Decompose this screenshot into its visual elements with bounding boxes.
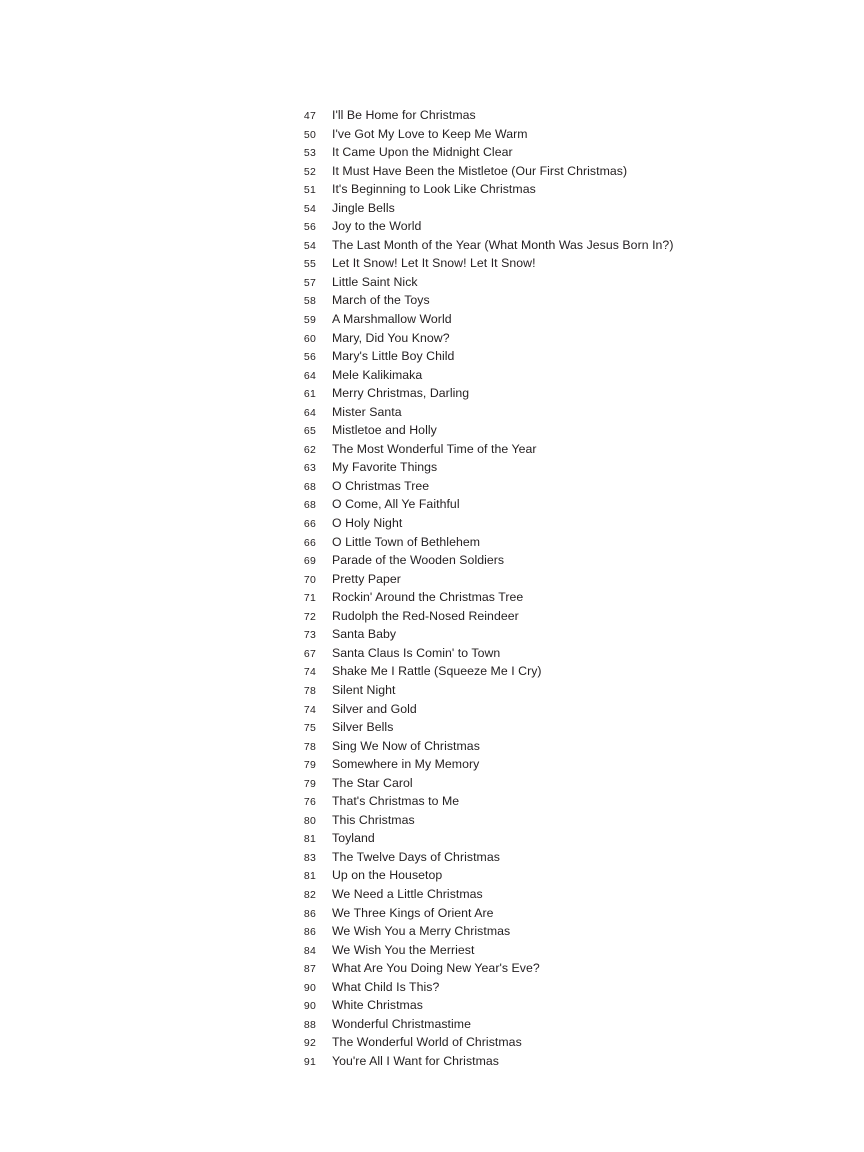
toc-entry[interactable] xyxy=(292,1033,812,1052)
toc-entry-page: 73 xyxy=(303,629,316,642)
toc-entry-title: What Are You Doing New Year's Eve? xyxy=(332,961,540,976)
toc-entry-title: March of the Toys xyxy=(332,293,430,308)
toc-entry[interactable] xyxy=(292,273,812,292)
toc-entry-page: 66 xyxy=(303,518,316,531)
toc-entry-page: 88 xyxy=(303,1018,316,1031)
toc-entry-title: O Holy Night xyxy=(332,516,403,531)
toc-entry-title: What Child Is This? xyxy=(332,979,440,994)
toc-entry-page: 81 xyxy=(303,833,316,846)
toc-entry-page: 92 xyxy=(303,1037,316,1050)
toc-entry-title: Rudolph the Red-Nosed Reindeer xyxy=(332,608,519,623)
toc-entry-title: Sing We Now of Christmas xyxy=(332,738,480,753)
toc-entry-page: 75 xyxy=(303,722,316,735)
toc-entry-page: 54 xyxy=(303,202,316,215)
toc-entry[interactable] xyxy=(292,180,812,199)
toc-entry-title: Shake Me I Rattle (Squeeze Me I Cry) xyxy=(332,664,542,679)
toc-entry-page: 58 xyxy=(303,295,316,308)
toc-entry-title: Somewhere in My Memory xyxy=(332,757,480,772)
toc-entry-title: Rockin' Around the Christmas Tree xyxy=(332,590,524,605)
toc-entry-title: It Came Upon the Midnight Clear xyxy=(332,145,513,160)
toc-entry[interactable] xyxy=(292,217,812,236)
toc-entry-title: Mistletoe and Holly xyxy=(332,423,437,438)
toc-entry[interactable] xyxy=(292,384,812,403)
toc-entry[interactable] xyxy=(292,1015,812,1034)
toc-entry-title: White Christmas xyxy=(332,998,423,1013)
toc-entry-title: The Star Carol xyxy=(332,775,413,790)
toc-entry[interactable] xyxy=(292,143,812,162)
toc-entry[interactable] xyxy=(292,551,812,570)
toc-entry-page: 67 xyxy=(303,647,316,660)
toc-entry[interactable] xyxy=(292,533,812,552)
toc-entry-title: Pretty Paper xyxy=(332,571,401,586)
toc-entry-page: 68 xyxy=(303,499,316,512)
toc-entry[interactable] xyxy=(292,199,812,218)
toc-entry-title: The Wonderful World of Christmas xyxy=(332,1035,522,1050)
toc-entry-title: Mary, Did You Know? xyxy=(332,330,450,345)
toc-entry[interactable] xyxy=(292,588,812,607)
toc-entry-title: O Little Town of Bethlehem xyxy=(332,534,481,549)
toc-entry[interactable] xyxy=(292,644,812,663)
toc-entry-page: 86 xyxy=(303,926,316,939)
toc-entry-page: 87 xyxy=(303,963,316,976)
toc-entry-page: 50 xyxy=(303,128,316,141)
toc-entry-title: O Christmas Tree xyxy=(332,478,430,493)
toc-entry-title: We Wish You the Merriest xyxy=(332,942,475,957)
toc-entry[interactable] xyxy=(292,366,812,385)
toc-entry-title: The Twelve Days of Christmas xyxy=(332,849,500,864)
toc-entry-title: Mele Kalikimaka xyxy=(332,367,423,382)
toc-entry-title: The Last Month of the Year (What Month Was Jesus Born In?) xyxy=(332,237,674,252)
toc-entry[interactable] xyxy=(292,570,812,589)
toc-entry-title: Silver Bells xyxy=(332,720,394,735)
toc-entry-page: 70 xyxy=(303,573,316,586)
toc-entry-page: 55 xyxy=(303,258,316,271)
toc-entry[interactable] xyxy=(292,421,812,440)
toc-entry[interactable] xyxy=(292,662,812,681)
toc-entry-page: 63 xyxy=(303,462,316,475)
toc-entry-page: 61 xyxy=(303,388,316,401)
toc-entry-title: This Christmas xyxy=(332,812,415,827)
toc-entry-page: 79 xyxy=(303,759,316,772)
toc-entry-page: 57 xyxy=(303,276,316,289)
toc-entry[interactable] xyxy=(292,866,812,885)
toc-entry[interactable] xyxy=(292,477,812,496)
table-of-contents xyxy=(292,106,812,1070)
toc-entry-page: 54 xyxy=(303,239,316,252)
toc-entry[interactable] xyxy=(292,718,812,737)
toc-entry[interactable] xyxy=(292,310,812,329)
toc-entry-page: 66 xyxy=(303,536,316,549)
toc-entry-title: It's Beginning to Look Like Christmas xyxy=(332,182,536,197)
toc-entry-page: 78 xyxy=(303,740,316,753)
toc-entry-title: We Three Kings of Orient Are xyxy=(332,905,494,920)
toc-entry-title: My Favorite Things xyxy=(332,460,438,475)
toc-entry-title: Up on the Housetop xyxy=(332,868,443,883)
toc-entry[interactable] xyxy=(292,514,812,533)
toc-entry[interactable] xyxy=(292,941,812,960)
toc-entry-title: Let It Snow! Let It Snow! Let It Snow! xyxy=(332,256,536,271)
toc-entry-page: 86 xyxy=(303,907,316,920)
toc-entry-page: 56 xyxy=(303,221,316,234)
toc-entry-page: 53 xyxy=(303,147,316,160)
toc-entry-title: Toyland xyxy=(332,831,375,846)
toc-entry[interactable] xyxy=(292,625,812,644)
toc-entry[interactable] xyxy=(292,607,812,626)
toc-entry[interactable] xyxy=(292,106,812,125)
toc-entry-page: 64 xyxy=(303,369,316,382)
toc-entry-page: 52 xyxy=(303,165,316,178)
toc-entry[interactable] xyxy=(292,829,812,848)
toc-entry[interactable] xyxy=(292,978,812,997)
toc-entry-page: 51 xyxy=(303,184,316,197)
toc-entry-page: 91 xyxy=(303,1055,316,1068)
toc-entry[interactable] xyxy=(292,440,812,459)
toc-entry-title: Silver and Gold xyxy=(332,701,417,716)
toc-entry-title: Jingle Bells xyxy=(332,200,395,215)
toc-entry-page: 60 xyxy=(303,332,316,345)
toc-entry-page: 72 xyxy=(303,610,316,623)
toc-entry-title: Santa Baby xyxy=(332,627,397,642)
toc-entry-page: 74 xyxy=(303,703,316,716)
toc-entry-page: 90 xyxy=(303,1000,316,1013)
toc-entry-title: Joy to the World xyxy=(332,219,422,234)
toc-entry-title: Silent Night xyxy=(332,682,396,697)
toc-entry-page: 83 xyxy=(303,851,316,864)
toc-entry-title: Merry Christmas, Darling xyxy=(332,386,470,401)
toc-entry-title: We Need a Little Christmas xyxy=(332,886,483,901)
toc-entry[interactable] xyxy=(292,922,812,941)
toc-entry-title: The Most Wonderful Time of the Year xyxy=(332,441,537,456)
toc-entry[interactable] xyxy=(292,737,812,756)
toc-entry-title: Wonderful Christmastime xyxy=(332,1016,471,1031)
toc-entry-page: 90 xyxy=(303,981,316,994)
toc-entry[interactable] xyxy=(292,792,812,811)
toc-entry[interactable] xyxy=(292,755,812,774)
toc-entry-page: 56 xyxy=(303,351,316,364)
toc-entry-page: 76 xyxy=(303,796,316,809)
toc-entry-title: Santa Claus Is Comin' to Town xyxy=(332,645,501,660)
toc-entry[interactable] xyxy=(292,1052,812,1071)
toc-entry-title: I'll Be Home for Christmas xyxy=(332,108,476,122)
toc-entry[interactable] xyxy=(292,329,812,348)
toc-entry-page: 68 xyxy=(303,480,316,493)
toc-entry[interactable] xyxy=(292,681,812,700)
toc-entry-title: Mister Santa xyxy=(332,404,402,419)
toc-entry-page: 82 xyxy=(303,888,316,901)
toc-entry-title: O Come, All Ye Faithful xyxy=(332,497,460,512)
toc-entry[interactable] xyxy=(292,904,812,923)
toc-entry-page: 71 xyxy=(303,592,316,605)
toc-entry[interactable] xyxy=(292,254,812,273)
toc-entry-title: We Wish You a Merry Christmas xyxy=(332,924,511,939)
toc-entry-page: 59 xyxy=(303,314,316,327)
toc-entry-title: It Must Have Been the Mistletoe (Our First Christmas) xyxy=(332,163,628,178)
toc-entry-page: 47 xyxy=(303,110,316,122)
toc-entry-page: 65 xyxy=(303,425,316,438)
toc-entry[interactable] xyxy=(292,700,812,719)
toc-entry-title: Little Saint Nick xyxy=(332,274,418,289)
toc-entry-title: Parade of the Wooden Soldiers xyxy=(332,553,505,568)
toc-entry[interactable] xyxy=(292,291,812,310)
toc-entry[interactable] xyxy=(292,885,812,904)
toc-entry[interactable] xyxy=(292,811,812,830)
toc-entry[interactable] xyxy=(292,347,812,366)
toc-entry-title: A Marshmallow World xyxy=(332,312,452,327)
toc-entry[interactable] xyxy=(292,774,812,793)
toc-entry[interactable] xyxy=(292,458,812,477)
toc-entry[interactable] xyxy=(292,959,812,978)
toc-entry-page: 69 xyxy=(303,555,316,568)
toc-entry-title: That's Christmas to Me xyxy=(332,794,460,809)
toc-entry-page: 78 xyxy=(303,684,316,697)
toc-entry[interactable] xyxy=(292,996,812,1015)
toc-entry-page: 80 xyxy=(303,814,316,827)
toc-entry-title: I've Got My Love to Keep Me Warm xyxy=(332,126,528,141)
toc-entry[interactable] xyxy=(292,236,812,255)
toc-entry[interactable] xyxy=(292,403,812,422)
toc-entry-title: You're All I Want for Christmas xyxy=(332,1053,500,1068)
toc-entry[interactable] xyxy=(292,848,812,867)
toc-entry-page: 62 xyxy=(303,443,316,456)
toc-entry-page: 74 xyxy=(303,666,316,679)
toc-entry-page: 64 xyxy=(303,406,316,419)
toc-entry-page: 79 xyxy=(303,777,316,790)
toc-entry-page: 84 xyxy=(303,944,316,957)
toc-entry-page: 81 xyxy=(303,870,316,883)
toc-entry[interactable] xyxy=(292,162,812,181)
toc-entry[interactable] xyxy=(292,125,812,144)
toc-entry[interactable] xyxy=(292,495,812,514)
toc-entry-title: Mary's Little Boy Child xyxy=(332,349,455,364)
